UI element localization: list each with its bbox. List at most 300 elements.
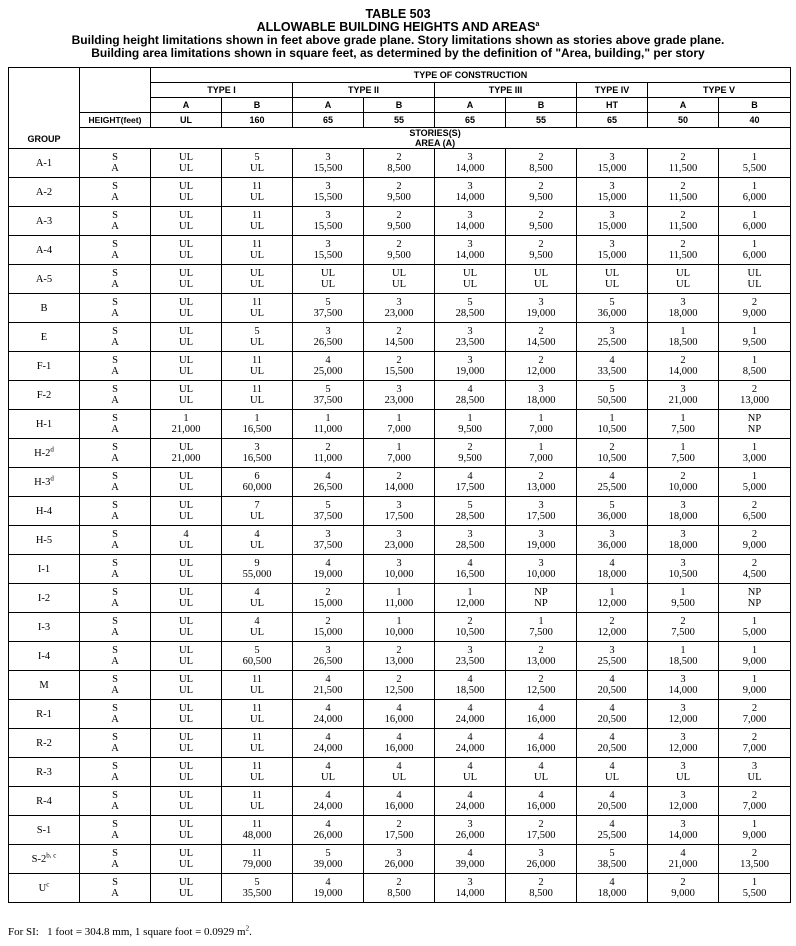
stories-value: 1 xyxy=(751,239,758,250)
area-value: 10,500 xyxy=(455,627,485,638)
value-cell xyxy=(506,178,577,207)
stories-value: 2 xyxy=(538,877,544,888)
value-cell xyxy=(364,207,435,236)
stories-value: 2 xyxy=(396,819,402,830)
stories-value: 4 xyxy=(538,761,544,772)
row-area-label: A xyxy=(111,511,119,522)
area-value: 11,500 xyxy=(668,192,698,203)
value-cell xyxy=(506,323,577,352)
area-value: 24,000 xyxy=(455,714,485,725)
value-cell xyxy=(648,294,719,323)
value-cell xyxy=(435,468,506,497)
area-value: UL xyxy=(747,279,762,290)
group-cell xyxy=(9,468,80,497)
value-cell xyxy=(222,236,293,265)
value-cell xyxy=(506,468,577,497)
stories-value: 4 xyxy=(609,674,615,685)
area-value: 36,000 xyxy=(597,511,627,522)
area-value: 26,500 xyxy=(313,656,343,667)
value-cell xyxy=(293,381,364,410)
stories-value: 2 xyxy=(325,587,331,598)
stories-value: 3 xyxy=(538,558,544,569)
stories-value: 2 xyxy=(680,152,686,163)
stories-value: 2 xyxy=(325,616,331,627)
value-cell xyxy=(222,671,293,700)
stories-value: UL xyxy=(179,326,193,337)
group-cell xyxy=(9,178,80,207)
area-value: 19,000 xyxy=(526,540,556,551)
stories-value: 2 xyxy=(609,442,615,453)
allowable-heights-table xyxy=(8,67,791,903)
value-cell xyxy=(577,294,648,323)
area-value: 35,500 xyxy=(242,888,272,899)
area-value: 16,500 xyxy=(455,569,485,580)
value-cell xyxy=(648,613,719,642)
row-stories-label: S xyxy=(112,558,118,569)
area-value: 3,000 xyxy=(742,453,767,464)
stories-area-label-cell xyxy=(80,178,151,207)
value-cell xyxy=(151,816,222,845)
area-value: NP xyxy=(534,598,548,609)
stories-value: 3 xyxy=(396,529,402,540)
row-stories-label: S xyxy=(112,297,118,308)
stories-value: 1 xyxy=(538,616,544,627)
area-value: NP xyxy=(747,424,762,435)
area-value: UL xyxy=(463,772,477,783)
stories-area-label-cell xyxy=(80,874,151,903)
table-row xyxy=(9,323,791,352)
stories-value: UL xyxy=(179,384,193,395)
value-cell xyxy=(151,323,222,352)
stories-value: 1 xyxy=(538,413,544,424)
area-value: 48,000 xyxy=(242,830,272,841)
value-cell xyxy=(151,381,222,410)
value-cell xyxy=(719,381,791,410)
value-cell xyxy=(293,323,364,352)
value-cell xyxy=(151,265,222,294)
value-cell xyxy=(151,207,222,236)
group-cell xyxy=(9,584,80,613)
value-cell xyxy=(222,700,293,729)
area-value: 14,000 xyxy=(668,685,698,696)
stories-value: 3 xyxy=(467,181,473,192)
value-cell xyxy=(506,381,577,410)
group-cell xyxy=(9,352,80,381)
area-value: 13,000 xyxy=(526,656,556,667)
value-cell xyxy=(506,613,577,642)
value-cell xyxy=(151,236,222,265)
value-cell xyxy=(719,410,791,439)
stories-value: 3 xyxy=(325,210,331,221)
area-value: 79,000 xyxy=(242,859,272,870)
value-cell xyxy=(648,410,719,439)
value-cell xyxy=(506,700,577,729)
value-cell xyxy=(506,584,577,613)
table-row xyxy=(9,671,791,700)
stories-value: 2 xyxy=(680,239,686,250)
value-cell xyxy=(719,526,791,555)
value-cell xyxy=(435,758,506,787)
stories-value: 2 xyxy=(396,239,402,250)
height-label: HEIGHT(feet) xyxy=(80,113,151,128)
value-cell xyxy=(364,381,435,410)
area-value: UL xyxy=(179,482,193,493)
value-cell xyxy=(364,265,435,294)
value-cell xyxy=(506,671,577,700)
area-value: 15,000 xyxy=(597,250,627,261)
value-cell xyxy=(719,758,791,787)
group-cell xyxy=(9,410,80,439)
stories-area-label-cell xyxy=(80,526,151,555)
group-name: S-2 xyxy=(31,853,47,865)
value-cell xyxy=(364,874,435,903)
value-cell xyxy=(648,352,719,381)
stories-value: 3 xyxy=(680,732,686,743)
stories-value: 2 xyxy=(396,645,402,656)
area-value: 26,000 xyxy=(384,859,414,870)
stories-value: 4 xyxy=(325,355,331,366)
value-cell xyxy=(648,497,719,526)
stories-area-label-cell xyxy=(80,236,151,265)
stories-value: 4 xyxy=(467,703,473,714)
area-value: UL xyxy=(179,308,193,319)
area-value: UL xyxy=(179,656,193,667)
row-area-label: A xyxy=(111,888,119,899)
stories-value: 4 xyxy=(396,761,402,772)
table-row xyxy=(9,439,791,468)
stories-value: UL xyxy=(392,268,406,279)
area-value: 18,500 xyxy=(668,656,698,667)
table-row xyxy=(9,700,791,729)
stories-value: 1 xyxy=(751,442,758,453)
value-cell xyxy=(506,149,577,178)
row-stories-label: S xyxy=(112,413,118,424)
value-cell xyxy=(577,787,648,816)
area-value: 16,000 xyxy=(384,801,414,812)
row-stories-label: S xyxy=(112,645,118,656)
stories-value: 2 xyxy=(325,442,331,453)
stories-value: 5 xyxy=(254,152,260,163)
area-value: 23,000 xyxy=(384,395,414,406)
stories-value: 3 xyxy=(325,326,331,337)
value-cell xyxy=(293,207,364,236)
height-value: 65 xyxy=(293,113,364,128)
row-stories-label: S xyxy=(112,877,118,888)
value-cell xyxy=(577,381,648,410)
value-cell xyxy=(364,323,435,352)
area-value: UL xyxy=(250,192,264,203)
area-value: UL xyxy=(179,801,193,812)
area-value: 15,500 xyxy=(313,192,343,203)
value-cell xyxy=(577,497,648,526)
table-row xyxy=(9,410,791,439)
area-value: 21,500 xyxy=(313,685,343,696)
value-cell xyxy=(719,352,791,381)
stories-value: UL xyxy=(179,674,193,685)
value-cell xyxy=(293,729,364,758)
area-value: 14,000 xyxy=(668,366,698,377)
value-cell xyxy=(151,758,222,787)
value-cell xyxy=(719,149,791,178)
area-value: 60,000 xyxy=(242,482,272,493)
stories-value: 1 xyxy=(751,616,758,627)
stories-value: 5 xyxy=(609,848,615,859)
value-cell xyxy=(293,555,364,584)
stories-value: 2 xyxy=(538,471,544,482)
area-value: 9,500 xyxy=(458,424,482,435)
stories-value: 4 xyxy=(254,616,260,627)
stories-area-label-cell xyxy=(80,439,151,468)
area-value: 15,000 xyxy=(597,192,627,203)
area-value: 10,000 xyxy=(384,569,414,580)
stories-value: 4 xyxy=(609,732,615,743)
area-value: 15,500 xyxy=(313,250,343,261)
row-area-label: A xyxy=(111,424,119,435)
group-footnote-marker: c xyxy=(46,880,50,888)
stories-value: 3 xyxy=(467,877,473,888)
stories-value: 4 xyxy=(467,732,473,743)
value-cell xyxy=(648,439,719,468)
area-value: 28,500 xyxy=(455,540,485,551)
row-area-label: A xyxy=(111,627,119,638)
stories-value: 5 xyxy=(609,297,615,308)
row-stories-label: S xyxy=(112,732,118,743)
area-value: UL xyxy=(250,366,264,377)
table-row xyxy=(9,468,791,497)
area-value: 10,500 xyxy=(597,453,627,464)
row-area-label: A xyxy=(111,685,119,696)
row-area-label: A xyxy=(111,279,119,290)
stories-value: 1 xyxy=(609,413,615,424)
value-cell xyxy=(435,381,506,410)
area-value: 14,500 xyxy=(384,337,414,348)
area-value: 8,500 xyxy=(529,163,553,174)
value-cell xyxy=(222,410,293,439)
area-value: 8,500 xyxy=(529,888,553,899)
table-row xyxy=(9,729,791,758)
row-stories-label: S xyxy=(112,674,118,685)
stories-value: 1 xyxy=(396,616,402,627)
stories-value: 3 xyxy=(609,326,615,337)
stories-value: 4 xyxy=(609,877,615,888)
stories-value: 3 xyxy=(467,819,473,830)
area-value: 9,000 xyxy=(742,308,767,319)
table-row xyxy=(9,381,791,410)
area-value: 6,000 xyxy=(742,250,767,261)
value-cell xyxy=(577,149,648,178)
stories-value: 4 xyxy=(325,790,331,801)
value-cell xyxy=(151,700,222,729)
area-value: 21,000 xyxy=(171,453,201,464)
area-value: 18,000 xyxy=(668,308,698,319)
stories-value: 5 xyxy=(325,500,331,511)
stories-value: 3 xyxy=(680,761,686,772)
row-area-label: A xyxy=(111,714,119,725)
row-area-label: A xyxy=(111,540,119,551)
row-area-label: A xyxy=(111,337,119,348)
area-value: UL xyxy=(534,279,548,290)
area-value: 17,500 xyxy=(384,830,414,841)
area-value: 16,000 xyxy=(526,714,556,725)
value-cell xyxy=(222,526,293,555)
row-stories-label: S xyxy=(112,790,118,801)
group-name: I-1 xyxy=(37,563,51,575)
stories-value: UL xyxy=(179,558,193,569)
area-value: 14,000 xyxy=(455,250,485,261)
type-header: TYPE V xyxy=(648,83,791,98)
table-row xyxy=(9,352,791,381)
value-cell xyxy=(293,410,364,439)
stories-value: 1 xyxy=(538,442,544,453)
height-value: 55 xyxy=(506,113,577,128)
si-footnote-sup: 2 xyxy=(245,924,250,933)
stories-value: NP xyxy=(747,413,762,424)
value-cell xyxy=(222,555,293,584)
stories-value: 4 xyxy=(680,848,686,859)
value-cell xyxy=(506,816,577,845)
area-value: 20,500 xyxy=(597,685,627,696)
value-cell xyxy=(364,613,435,642)
value-cell xyxy=(293,642,364,671)
value-cell xyxy=(719,671,791,700)
area-value: 24,000 xyxy=(313,743,343,754)
value-cell xyxy=(506,410,577,439)
value-cell xyxy=(222,758,293,787)
table-row xyxy=(9,642,791,671)
stories-value: 4 xyxy=(538,790,544,801)
stories-value: 4 xyxy=(396,703,402,714)
subtype-header: A xyxy=(435,98,506,113)
stories-value: UL xyxy=(747,268,762,279)
subtype-header: A xyxy=(293,98,364,113)
stories-value: 3 xyxy=(680,819,686,830)
value-cell xyxy=(577,526,648,555)
area-value: 19,000 xyxy=(526,308,556,319)
group-cell xyxy=(9,700,80,729)
table-header xyxy=(0,8,796,60)
area-value: 9,500 xyxy=(742,337,767,348)
value-cell xyxy=(293,236,364,265)
stories-value: UL xyxy=(534,268,548,279)
stories-value: UL xyxy=(179,355,193,366)
stories-value: 4 xyxy=(467,848,473,859)
stories-area-label-cell xyxy=(80,410,151,439)
value-cell xyxy=(719,207,791,236)
area-value: 12,000 xyxy=(526,366,556,377)
value-cell xyxy=(151,555,222,584)
value-cell xyxy=(577,439,648,468)
area-value: 11,500 xyxy=(668,163,698,174)
value-cell xyxy=(364,555,435,584)
area-value: 15,500 xyxy=(384,366,414,377)
area-value: UL xyxy=(179,830,193,841)
stories-value: 11 xyxy=(251,732,263,743)
value-cell xyxy=(364,178,435,207)
stories-value: 4 xyxy=(325,471,331,482)
group-name: H-3 xyxy=(34,476,51,488)
stories-value: 3 xyxy=(680,558,686,569)
stories-value: 2 xyxy=(680,355,686,366)
value-cell xyxy=(648,468,719,497)
value-cell xyxy=(293,787,364,816)
stories-value: 4 xyxy=(254,529,260,540)
stories-value: 2 xyxy=(680,210,686,221)
area-value: 19,000 xyxy=(455,366,485,377)
area-value: 16,000 xyxy=(526,801,556,812)
area-value: 11,000 xyxy=(313,424,343,435)
area-value: UL xyxy=(179,859,193,870)
stories-value: 1 xyxy=(396,587,402,598)
area-value: 23,500 xyxy=(455,656,485,667)
stories-area-label-cell xyxy=(80,555,151,584)
value-cell xyxy=(577,555,648,584)
table-title: ALLOWABLE BUILDING HEIGHTS AND AREAS$^a$ xyxy=(256,20,540,34)
area-value: 23,000 xyxy=(384,540,414,551)
value-cell xyxy=(435,874,506,903)
area-value: 17,500 xyxy=(526,511,556,522)
stories-value: 2 xyxy=(680,181,686,192)
stories-value: 2 xyxy=(751,297,758,308)
row-stories-label: S xyxy=(112,703,118,714)
stories-area-label-cell xyxy=(80,613,151,642)
row-stories-label: S xyxy=(112,500,118,511)
stories-value: 3 xyxy=(467,645,473,656)
subtype-header: B xyxy=(222,98,293,113)
stories-value: UL xyxy=(179,210,193,221)
value-cell xyxy=(506,294,577,323)
value-cell xyxy=(222,729,293,758)
area-value: 10,500 xyxy=(597,424,627,435)
area-value: UL xyxy=(250,337,264,348)
row-stories-label: S xyxy=(112,761,118,772)
stories-value: 1 xyxy=(680,442,686,453)
stories-value: UL xyxy=(676,268,690,279)
group-cell xyxy=(9,758,80,787)
area-value: 18,000 xyxy=(597,888,627,899)
value-cell xyxy=(648,323,719,352)
value-cell xyxy=(293,497,364,526)
value-cell xyxy=(151,149,222,178)
value-cell xyxy=(293,874,364,903)
area-value: UL xyxy=(179,511,193,522)
stories-value: 2 xyxy=(751,732,758,743)
row-area-label: A xyxy=(111,830,119,841)
value-cell xyxy=(648,700,719,729)
area-value: 10,500 xyxy=(668,569,698,580)
value-cell xyxy=(719,700,791,729)
stories-value: 3 xyxy=(396,500,402,511)
stories-value: 9 xyxy=(254,558,260,569)
area-value: UL xyxy=(179,714,193,725)
row-area-label: A xyxy=(111,598,119,609)
group-cell xyxy=(9,613,80,642)
area-value: 17,500 xyxy=(526,830,556,841)
value-cell xyxy=(222,787,293,816)
value-cell xyxy=(151,729,222,758)
stories-value: 3 xyxy=(609,152,615,163)
value-cell xyxy=(364,642,435,671)
table-row xyxy=(9,845,791,874)
area-value: UL xyxy=(179,395,193,406)
area-value: 12,000 xyxy=(668,801,698,812)
stories-value: 11 xyxy=(251,297,263,308)
group-name: I-2 xyxy=(37,592,51,604)
area-value: 37,500 xyxy=(313,395,343,406)
stories-value: 2 xyxy=(538,239,544,250)
stories-value: UL xyxy=(179,819,193,830)
value-cell xyxy=(293,700,364,729)
height-value: UL xyxy=(151,113,222,128)
